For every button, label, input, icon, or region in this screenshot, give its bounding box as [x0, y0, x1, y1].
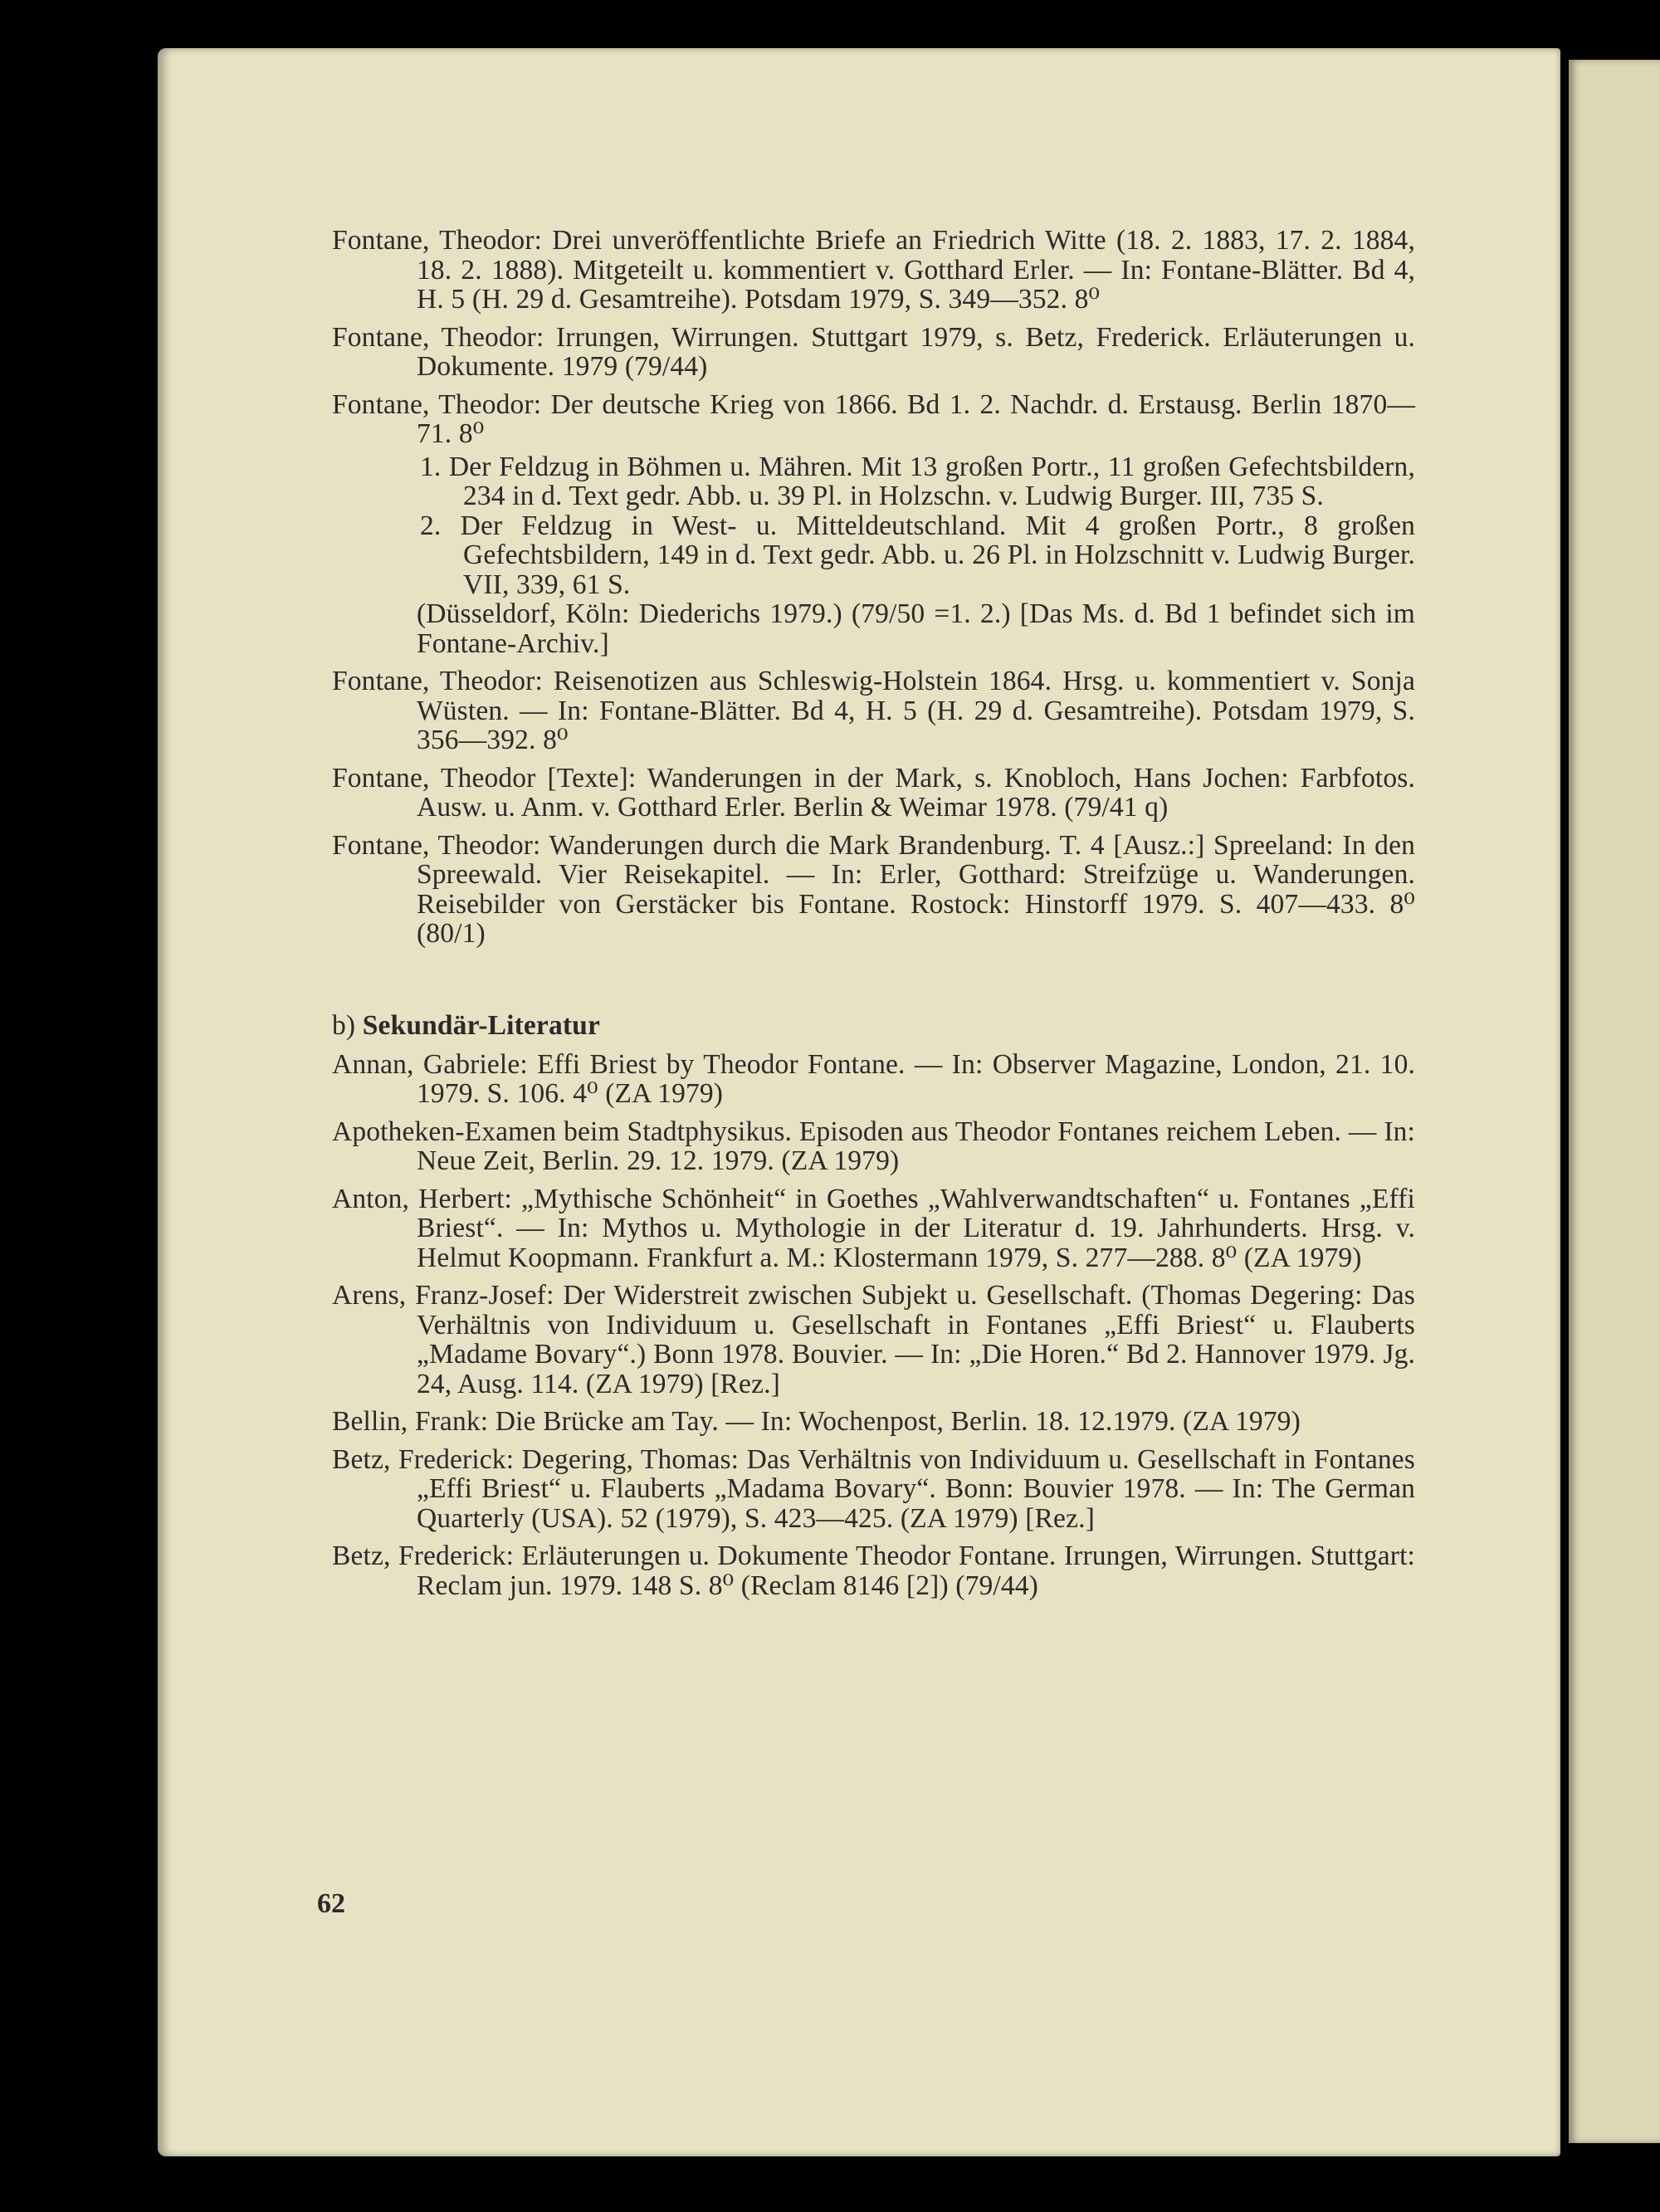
bib-entry: Anton, Herbert: „Mythische Schönheit“ in Goethes „Wahlverwandtschaften“ u. Fontanes „Effi Briest“. — In: Mythos u. Mythologie in der Literatur d. 19. Jahrhunderts. Hrsg. v. Helmut Koopmann. Frankfurt a. M.: Klostermann 1979, S. 277—288. 8⁰ (ZA 1979) [332, 1183, 1415, 1273]
bib-entry: Fontane, Theodor: Irrungen, Wirrungen. Stuttgart 1979, s. Betz, Frederick. Erläuterungen u. Dokumente. 1979 (79/44) [332, 321, 1415, 382]
bib-note: (Düsseldorf, Köln: Diederichs 1979.) (79/50 =1. 2.) [Das Ms. d. Bd 1 befindet sich im Fontane-Archiv.] [417, 598, 1415, 659]
primary-literature-list [332, 226, 1415, 949]
section-spacer [332, 957, 1415, 1010]
bib-entry: Fontane, Theodor: Reisenotizen aus Schleswig-Holstein 1864. Hrsg. u. kommentiert v. Sonja Wüsten. — In: Fontane-Blätter. Bd 4, H. 5 (H. 29 d. Gesamtreihe). Potsdam 1979, S. 356—392. 8⁰ [332, 666, 1415, 755]
secondary-literature-list [332, 1050, 1415, 1601]
bib-entry: Bellin, Frank: Die Brücke am Tay. — In: Wochenpost, Berlin. 18. 12.1979. (ZA 1979) [332, 1406, 1301, 1437]
section-prefix: b) [332, 1009, 356, 1041]
bib-subentry: 1. Der Feldzug in Böhmen u. Mähren. Mit 13 großen Portr., 11 großen Gefechtsbildern, 234 in d. Text gedr. Abb. u. 39 Pl. in Holzschn. v. Ludwig Burger. III, 735 S. [420, 451, 1415, 511]
bib-entry: Betz, Frederick: Degering, Thomas: Das Verhältnis von Individuum u. Gesellschaft in Fontanes „Effi Briest“ u. Flauberts „Madama Bovary“. Bonn: Bouvier 1978. — In: The German Quarterly (USA). 52 (1979), S. 423—425. (ZA 1979) [Rez.] [332, 1443, 1415, 1534]
bib-entry: Fontane, Theodor: Der deutsche Krieg von 1866. Bd 1. 2. Nachdr. d. Erstausg. Berlin 1870—71. 8⁰ [332, 388, 1415, 449]
bib-entry: Betz, Frederick: Erläuterungen u. Dokumente Theodor Fontane. Irrungen, Wirrungen. Stuttgart: Reclam jun. 1979. 148 S. 8⁰ (Reclam 8146 [2]) (79/44) [332, 1541, 1415, 1601]
bibliography-text [332, 226, 1415, 1609]
section-heading [332, 1010, 1415, 1042]
bib-entry: Annan, Gabriele: Effi Briest by Theodor Fontane. — In: Observer Magazine, London, 21. 10. 1979. S. 106. 4⁰ (ZA 1979) [332, 1048, 1415, 1109]
bib-entry: Fontane, Theodor: Wanderungen durch die Mark Brandenburg. T. 4 [Ausz.:] Spreeland: In den Spreewald. Vier Reisekapitel. — In: Erler, Gotthard: Streifzüge u. Wanderungen. Reisebilder von Gerstäcker bis Fontane. Rostock: Hinstorff 1979. S. 407—433. 8⁰ (80/1) [332, 829, 1415, 949]
page-number: 62 [317, 1888, 345, 1919]
adjacent-page-edge [1569, 60, 1660, 2143]
bib-entry: Fontane, Theodor: Drei unveröffentlichte Briefe an Friedrich Witte (18. 2. 1883, 17. 2. 1884, 18. 2. 1888). Mitgeteilt u. kommentiert v. Gotthard Erler. — In: Fontane-Blätter. Bd 4, H. 5 (H. 29 d. Gesamtreihe). Potsdam 1979, S. 349—352. 8⁰ [332, 225, 1415, 315]
bib-entry: Fontane, Theodor [Texte]: Wanderungen in der Mark, s. Knobloch, Hans Jochen: Farbfotos. Ausw. u. Anm. v. Gotthard Erler. Berlin & Weimar 1978. (79/41 q) [332, 762, 1415, 823]
bib-entry: Apotheken-Examen beim Stadtphysikus. Episoden aus Theodor Fontanes reichem Leben. — In: Neue Zeit, Berlin. 29. 12. 1979. (ZA 1979) [332, 1116, 1415, 1176]
bib-subentry: 2. Der Feldzug in West- u. Mitteldeutschland. Mit 4 großen Portr., 8 großen Gefechtsbildern, 149 in d. Text gedr. Abb. u. 26 Pl. in Holzschnitt v. Ludwig Burger. VII, 339, 61 S. [420, 510, 1415, 600]
section-title: Sekundär-Literatur [362, 1009, 600, 1041]
bib-entry: Arens, Franz-Josef: Der Widerstreit zwischen Subjekt u. Gesellschaft. (Thomas Degering: Das Verhältnis von Individuum u. Gesellschaft in Fontanes „Effi Briest“ u. Flauberts „Madame Bovary“.) Bonn 1978. Bouvier. — In: „Die Horen.“ Bd 2. Hannover 1979. Jg. 24, Ausg. 114. (ZA 1979) [Rez.] [332, 1280, 1415, 1399]
